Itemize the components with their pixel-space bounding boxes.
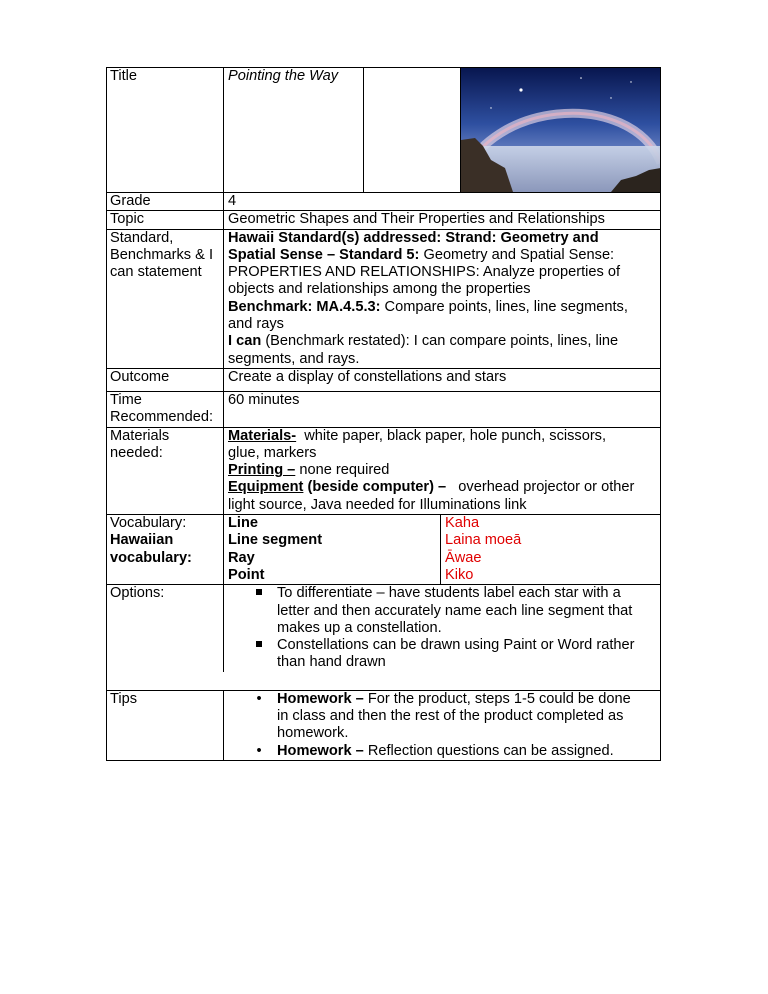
vocab-item: Line Kaha (224, 515, 660, 532)
square-bullet-icon (252, 637, 266, 654)
vocabulary-label: Vocabulary: Hawaiian vocabulary: (107, 515, 224, 584)
time-row (107, 391, 660, 427)
outcome-row (107, 368, 660, 391)
grade-value: 4 (228, 193, 237, 209)
options-bullet-item: Constellations can be drawn using Paint or Word rather than hand drawn (228, 637, 656, 672)
time-value: 60 minutes (228, 391, 300, 408)
lesson-table (106, 67, 661, 761)
standard-row (107, 229, 660, 368)
topic-label: Topic (107, 211, 224, 228)
tips-bullet-item: • Homework – Reflection questions can be assigned. (228, 743, 656, 760)
outcome-label: Outcome (107, 369, 224, 391)
materials-row (107, 427, 660, 514)
time-label: Time Recommended: (107, 392, 224, 427)
vocabulary-row (107, 514, 660, 584)
outcome-value: Create a display of constellations and stars (228, 368, 507, 385)
title-row (107, 67, 660, 192)
vocab-item: Point Kiko (224, 567, 660, 584)
standard-text: Hawaii Standard(s) addressed: Strand: Geometry and Spatial Sense – Standard 5: Geometry and Spatial Sense: PROPERTIES AND RELATIONSHIPS: Analyze properties of objects and relationships among the properties Benchmark: MA.4.5.3: Compare points, lines, line segments, and rays I can (Benchmark restated): I can compare points, lines, line segments, and rays. (228, 229, 628, 367)
materials-label: Materials needed: (107, 428, 224, 514)
grade-label: Grade (107, 193, 224, 210)
tips-row (107, 690, 660, 760)
topic-row (107, 210, 660, 228)
rainbow-photo-image (461, 68, 660, 192)
lesson-photo (461, 68, 660, 192)
title-label: Title (107, 68, 224, 192)
topic-value: Geometric Shapes and Their Properties and Relationships (228, 211, 605, 228)
lesson-title: Pointing the Way (224, 68, 364, 192)
grade-row (107, 192, 660, 210)
options-bullet-item: To differentiate – have students label each star with a letter and then accurately name each line segment that makes up a constellation. (228, 585, 656, 637)
round-bullet-icon: • (256, 690, 262, 707)
standard-label: Standard, Benchmarks & I can statement (107, 230, 224, 368)
vocab-item: Ray Āwae (224, 550, 660, 567)
vocab-item: Line segment Laina moeā (224, 532, 660, 549)
options-label: Options: (107, 585, 224, 671)
options-list (224, 585, 660, 671)
square-bullet-icon (252, 585, 266, 602)
round-bullet-icon: • (256, 742, 262, 759)
empty-cell (364, 68, 461, 192)
options-row (107, 584, 660, 689)
vocabulary-list (224, 515, 660, 584)
tips-list (224, 691, 660, 760)
tips-label: Tips (107, 691, 224, 760)
tips-bullet-item: • Homework – For the product, steps 1-5 could be done in class and then the rest of the product completed as homework. (228, 691, 656, 743)
materials-text: Materials- white paper, black paper, hole punch, scissors, glue, markers Printing – none required Equipment (beside computer) – overhead projector or other light source, Java needed for Illuminations link (228, 427, 635, 513)
